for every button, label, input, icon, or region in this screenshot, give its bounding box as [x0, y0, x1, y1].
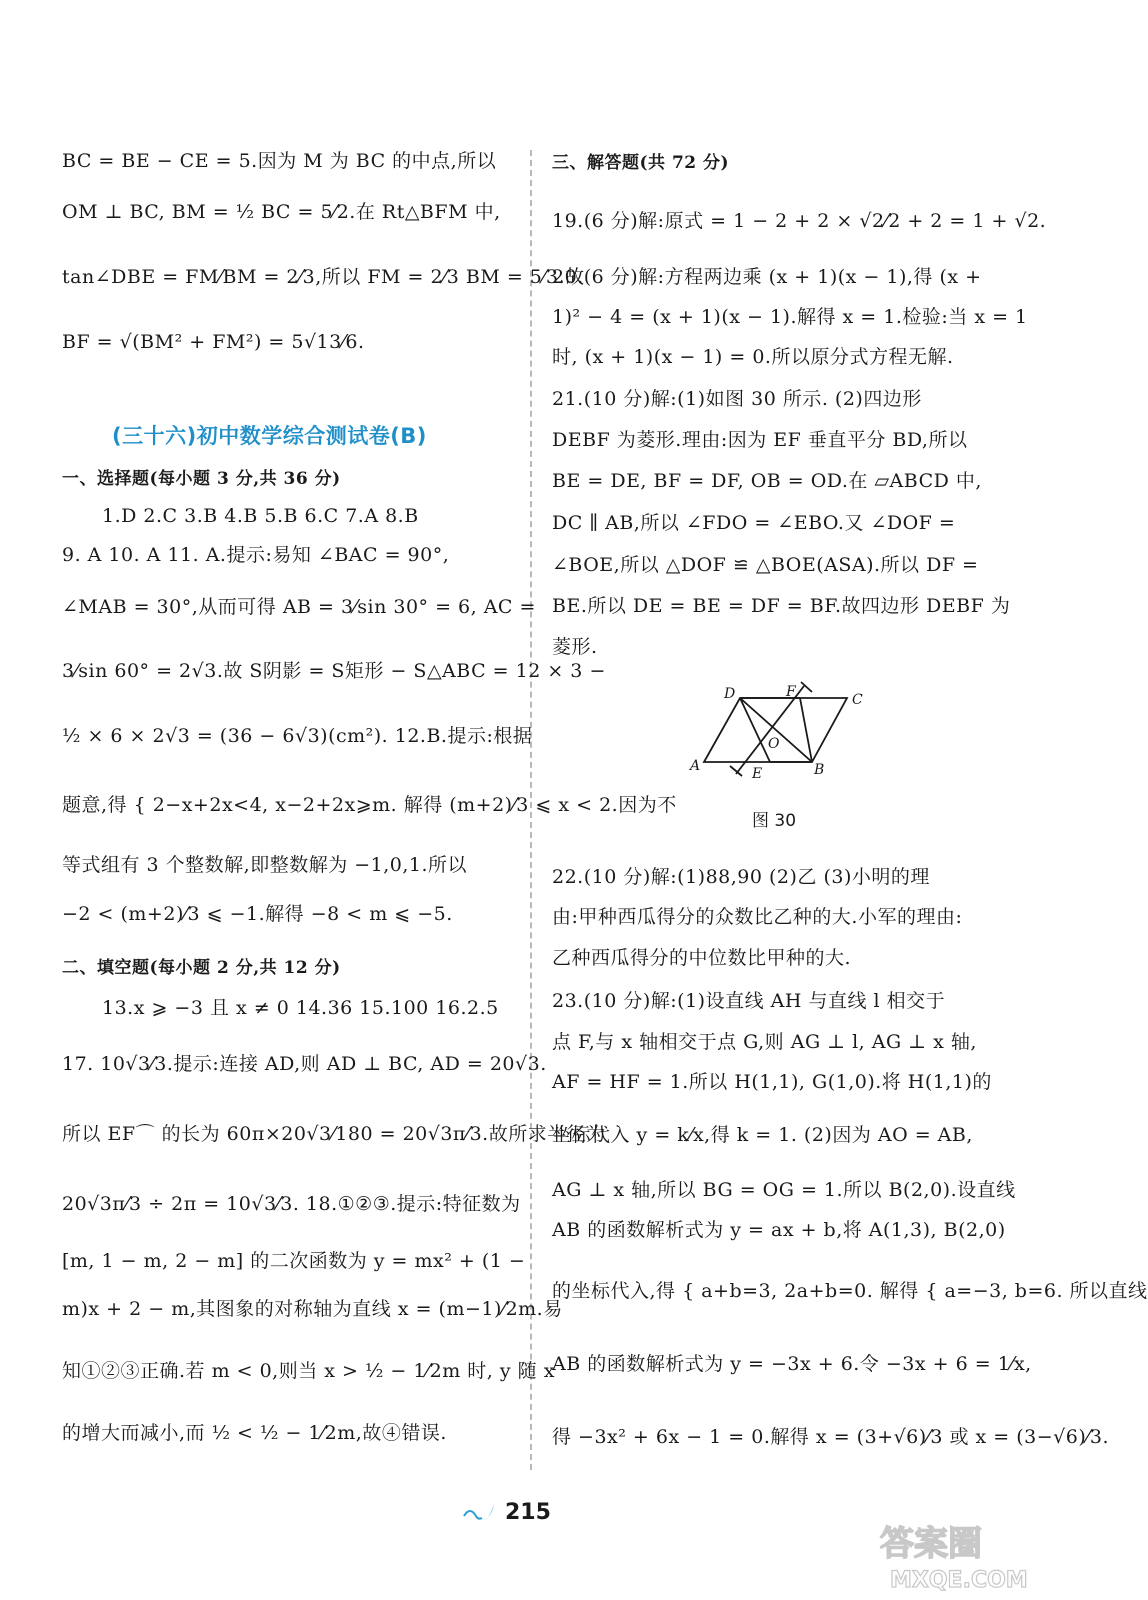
text-line: 题意,得 { 2−x+2x<4, x−2+2x⩾m. 解得 (m+2)⁄3 ⩽ x < 2.因为不 [62, 794, 677, 816]
label-d: D [724, 686, 736, 702]
text-line: 的坐标代入,得 { a+b=3, 2a+b=0. 解得 { a=−3, b=6. 所以直线 [552, 1280, 1148, 1302]
text-line: 等式组有 3 个整数解,即整数解为 −1,0,1.所以 [62, 854, 468, 876]
figure-30-parallelogram [690, 678, 870, 788]
text-line: 3⁄sin 60° = 2√3.故 S阴影 = S矩形 − S△ABC = 12 × 3 − [62, 660, 606, 682]
text-line: 所以 EF⌒ 的长为 60π×20√3⁄180 = 20√3π⁄3.故所求半径为 [62, 1123, 606, 1145]
text-line: tan∠DBE = FM⁄BM = 2⁄3,所以 FM = 2⁄3 BM = 5⁄3.故 [62, 266, 585, 288]
text-line: [m, 1 − m, 2 − m] 的二次函数为 y = mx² + (1 − [62, 1250, 526, 1272]
text-line: 菱形. [552, 636, 598, 658]
text-line: DEBF 为菱形.理由:因为 EF 垂直平分 BD,所以 [552, 429, 968, 451]
text-line: ∠BOE,所以 △DOF ≌ △BOE(ASA).所以 DF = [552, 554, 979, 576]
figure-caption: 图 30 [752, 811, 797, 831]
wave-ornament-icon [460, 1500, 500, 1524]
text-line: BE = DE, BF = DF, OB = OD.在 ▱ABCD 中, [552, 470, 982, 492]
text-line: DC ∥ AB,所以 ∠FDO = ∠EBO.又 ∠DOF = [552, 512, 956, 534]
label-b: B [814, 762, 825, 778]
text-line: 1)² − 4 = (x + 1)(x − 1).解得 x = 1.检验:当 x = 1 [552, 306, 1028, 328]
segment-de [740, 698, 770, 762]
page-number: 215 [505, 1500, 551, 1525]
label-a: A [690, 758, 701, 774]
label-e: E [752, 766, 763, 782]
watermark-logo [870, 1515, 1060, 1595]
text-line: m)x + 2 − m,其图象的对称轴为直线 x = (m−1)⁄2m.易 [62, 1298, 563, 1320]
text-line: 20√3π⁄3 ÷ 2π = 10√3⁄3. 18.①②③.提示:特征数为 [62, 1193, 521, 1215]
svg-text:答案圈: 答案圈 [880, 1524, 982, 1564]
text-line: OM ⊥ BC, BM = ½ BC = 5⁄2.在 Rt△BFM 中, [62, 201, 501, 223]
text-line: AG ⊥ x 轴,所以 BG = OG = 1.所以 B(2,0).设直线 [552, 1179, 1016, 1201]
text-line: 20.(6 分)解:方程两边乘 (x + 1)(x − 1),得 (x + [552, 266, 982, 288]
label-c: C [852, 692, 863, 708]
text-line: BC = BE − CE = 5.因为 M 为 BC 的中点,所以 [62, 150, 497, 172]
text-line: AF = HF = 1.所以 H(1,1), G(1,0).将 H(1,1)的 [552, 1071, 992, 1093]
text-line: 19.(6 分)解:原式 = 1 − 2 + 2 × √2⁄2 + 2 = 1 + √2. [552, 210, 1047, 232]
text-line: AB 的函数解析式为 y = −3x + 6.令 −3x + 6 = 1⁄x, [552, 1353, 1032, 1375]
label-f: F [786, 684, 796, 700]
label-o: O [768, 736, 780, 752]
text-line: 23.(10 分)解:(1)设直线 AH 与直线 l 相交于 [552, 990, 946, 1012]
text-line: 22.(10 分)解:(1)88,90 (2)乙 (3)小明的理 [552, 866, 930, 888]
text-line: 得 −3x² + 6x − 1 = 0.解得 x = (3+√6)⁄3 或 x = (3−√6)⁄3. [552, 1426, 1110, 1448]
text-line: 坐标代入 y = k⁄x,得 k = 1. (2)因为 AO = AB, [552, 1124, 973, 1146]
text-line: BF = √(BM² + FM²) = 5√13⁄6. [62, 331, 365, 353]
subsection-title: 二、填空题(每小题 2 分,共 12 分) [62, 958, 341, 978]
text-line: 17. 10√3⁄3.提示:连接 AD,则 AD ⊥ BC, AD = 20√3. [62, 1053, 547, 1075]
svg-text:MXQE.COM: MXQE.COM [890, 1568, 1028, 1593]
text-line: 知①②③正确.若 m < 0,则当 x > ½ − 1⁄2m 时, y 随 x [62, 1360, 555, 1382]
text-line: ∠MAB = 30°,从而可得 AB = 3⁄sin 30° = 6, AC = [62, 596, 536, 618]
text-line: AB 的函数解析式为 y = ax + b,将 A(1,3), B(2,0) [552, 1219, 1006, 1241]
section-heading: (三十六)初中数学综合测试卷(B) [112, 424, 427, 448]
subsection-title: 三、解答题(共 72 分) [552, 153, 730, 173]
text-line: 乙种西瓜得分的中位数比甲种的大. [552, 947, 852, 969]
text-line: BE.所以 DE = BE = DF = BF.故四边形 DEBF 为 [552, 595, 1011, 617]
text-line: 由:甲种西瓜得分的众数比乙种的大.小军的理由: [552, 906, 963, 928]
text-line: 21.(10 分)解:(1)如图 30 所示. (2)四边形 [552, 388, 922, 410]
text-line: −2 < (m+2)⁄3 ⩽ −1.解得 −8 < m ⩽ −5. [62, 903, 453, 925]
text-line: 点 F,与 x 轴相交于点 G,则 AG ⊥ l, AG ⊥ x 轴, [552, 1031, 977, 1053]
answer-line: 13.x ⩾ −3 且 x ≠ 0 14.36 15.100 16.2.5 [102, 997, 499, 1019]
text-line: ½ × 6 × 2√3 = (36 − 6√3)(cm²). 12.B.提示:根据 [62, 725, 533, 747]
text-line: 9. A 10. A 11. A.提示:易知 ∠BAC = 90°, [62, 544, 450, 566]
text-line: 的增大而减小,而 ½ < ½ − 1⁄2m,故④错误. [62, 1422, 447, 1444]
subsection-title: 一、选择题(每小题 3 分,共 36 分) [62, 469, 341, 489]
text-line: 时, (x + 1)(x − 1) = 0.所以原分式方程无解. [552, 346, 954, 368]
answer-line: 1.D 2.C 3.B 4.B 5.B 6.C 7.A 8.B [102, 505, 419, 527]
